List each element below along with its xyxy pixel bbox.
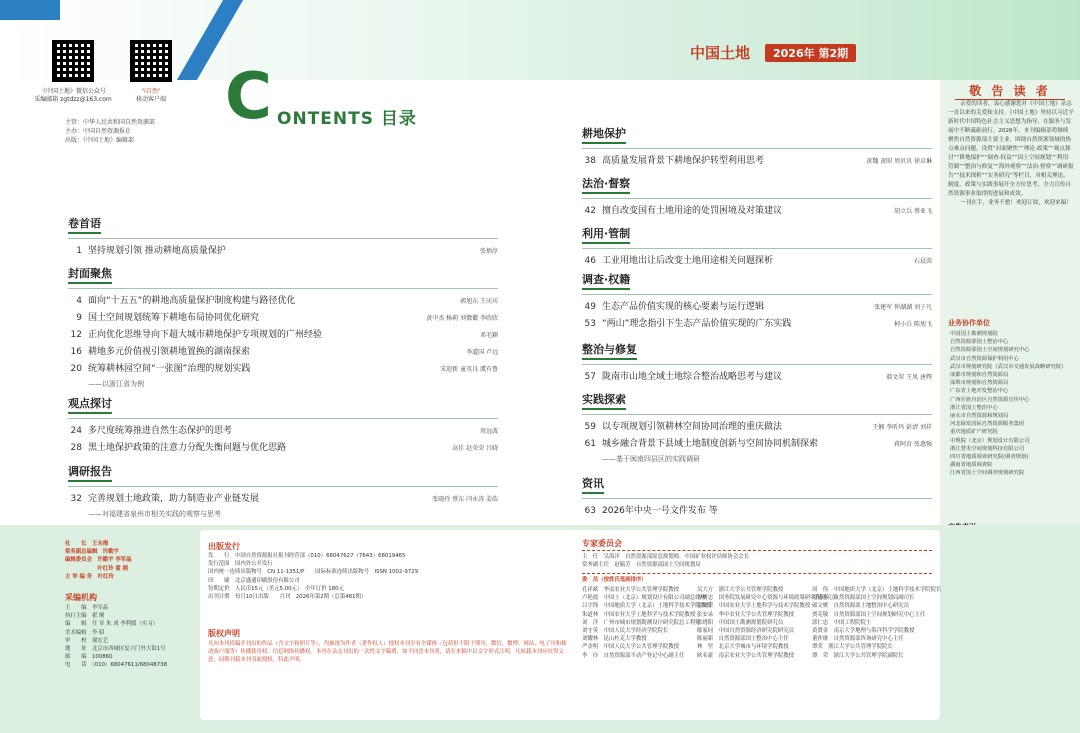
toc-section [582,222,932,270]
article-title: 2026年中央一号文件发布 等 [602,506,718,516]
members-row [582,586,942,594]
article-title: 正向优化思维导向下超大城市耕地保护专项规划的广州经验 [88,330,323,340]
notice-body [948,100,1074,208]
unit-item: 武汉市规划研究院（武汉市交通发展战略研究院） [950,363,1067,370]
credit-line: 社 长 王永梅 [65,541,109,547]
contents-word: ONTENTS 目录 [277,109,417,129]
unit-item: 自然资源部国土整治中心 [950,339,1009,346]
page-number: 24 [70,426,82,436]
toc-section [68,212,498,260]
page-number: 9 [76,313,82,323]
section-label: 法治·督察 [582,175,630,194]
member-entry: 谭 荣 浙江大学公共管理学院副院长 [812,652,904,659]
article-title: 陇南市山地全域土地综合整治战略思考与建议 [602,372,783,382]
unit-item: 自然资源部国土空间规划研究中心 [950,347,1030,354]
toc-entry[interactable] [68,243,498,260]
members-row [582,635,932,643]
credit-line: 常务副总编辑 许勤宇 [65,549,119,556]
article-title: 国土空间规划统筹下耕地布局协同优化研究 [88,313,260,323]
section-label: 调查·权籍 [582,271,630,290]
member-entry: 刘守英 中国人民大学经济学院院长 [582,628,669,635]
notice-title: 敬 告 读 者 [955,82,1065,100]
member-entry: 吴大方 浙江大学公共管理学院教授 [697,587,784,593]
section-rule [582,248,932,249]
member-entry: 董祚继 自然资源部咨询研究中心主任 [812,636,904,643]
article-title: 统筹耕林园空间“一张图”治理的规划实践 [88,364,251,374]
unit-item: 深圳市规划和自然资源局 [950,380,1009,387]
member-entry: 严金明 中国人民大学公共管理学院教授 [582,644,680,651]
member-entry: 张晓阳 中国国土勘测规划院研究员 [697,619,784,626]
section-label: 卷首语 [68,215,101,234]
toc-section [582,122,932,170]
publish-line: 印 刷 北京盛通印刷股份有限公司 [208,577,300,584]
section-label: 封面聚焦 [68,265,112,284]
toc-section [582,388,932,465]
member-entry: 吕宇锋 中国地质大学（北京）土地科学技术学院教授 [582,603,712,610]
toc-entry[interactable] [582,436,932,453]
section-rule [582,498,932,499]
experts-divider [582,550,932,551]
member-entry: 谭荣 浙江大学公共管理学院院长 [812,644,893,651]
publish-line: 每期定价 人民币15元（美元5.00元） 全年订价 180元 [208,585,344,592]
masthead-line: 主办：中国自然资源报社 [65,128,132,135]
member-entry: 周 伟 中国地质大学（北京）土地科学技术学院院长 [812,587,942,593]
credits-block [65,540,132,581]
member-entry: 朱道林 中国农业大学土地科学与技术学院教授 [582,611,696,618]
article-authors: 李道国 卢远 [466,349,498,356]
toc-section [68,460,498,520]
toc-entry[interactable] [68,440,498,457]
page-number: 16 [70,347,82,357]
credit-line: 主 审 编 务 叶红玲 [65,573,114,580]
toc-entry[interactable] [68,491,498,508]
article-title: 城乡融合背景下县域土地制度创新与空间协同机制探索 [602,439,819,449]
members-table [582,586,942,660]
section-label: 观点探讨 [68,395,112,414]
member-entry: 孔祥斌 华南农业大学公共管理学院教授 [582,587,680,593]
toc-entry[interactable] [68,361,498,378]
article-authors: 张炳淳 [479,248,498,255]
editorial-title: 采编机构 [65,593,97,602]
section-rule [582,414,932,415]
member-entry: 谷树忠 国务院发展研究中心资源与环境政策研究所研究员 [697,595,838,602]
experts-title: 专家委员会 [582,539,622,548]
article-title: 耕地多元价值视引领耕地置换的湖南探索 [88,347,251,357]
article-subtitle: ——对福建省泉州市相关实践的观察与思考 [88,510,221,518]
article-authors: 张晓玲 蔡东 闫永涛 姜浩 [432,496,498,503]
toc-entry[interactable] [582,503,932,519]
publish-line: 发 行 中国自然资源报社报刊经营部（010）68047627（7643）68019465 [208,553,406,559]
experts-head-line: 主 任 吴海洋 自然资源部原总规划师，中国矿业权评估师协会会长 [582,554,750,560]
member-entry: 欧名豪 南京农业大学公共管理学院教授 [697,652,795,659]
article-title: 以专项规划引领耕林空间协同治理的重庆做法 [602,422,783,432]
publish-line: 出刊日期 每月10日出版 月刊 2026年第2期（总第481期） [208,594,367,601]
page-number: 1 [76,246,82,256]
page-number: 38 [584,156,596,166]
units-title: 业务协作单位 [948,319,990,327]
article-title: 生态产品价值实现的核心要素与运行逻辑 [602,302,765,312]
unit-item: 中规院（北京）规划设计有限公司 [950,437,1030,444]
member-entry: 黄贤金 南京大学地理与海洋科学学院教授 [812,628,915,635]
toc-section [582,268,932,333]
unit-item: 广西壮族自治区自然资源宣传中心 [950,396,1030,403]
page-number: 59 [584,422,596,432]
toc-entry[interactable] [68,293,498,310]
unit-item: 重庆地质矿产研究院 [950,429,998,436]
editorial-line: 主 编 李军晶 [65,605,109,611]
member-entry: 林 坚 北京大学城市与环境学院教授 [697,644,789,651]
article-authors: 郭旭东 王庆宾 [460,298,498,305]
toc-entry[interactable] [582,299,932,316]
article-authors: 宋迎新 童英良 虞有鲁 [440,366,498,373]
toc-entry[interactable] [68,310,498,327]
section-rule [582,294,932,295]
masthead-line: 主管：中华人民共和国自然资源部 [65,119,156,126]
section-rule [68,288,498,289]
member-entry: 刘耀林 昆山杜克大学教授 [582,636,647,643]
article-authors: 胡立兵 蔡亚飞 [894,208,932,215]
wechat-qr-code[interactable] [52,40,94,82]
article-title: 擅自改变国有土地用途的处罚困境及对策建议 [602,206,783,216]
article-authors: 张建军 仲湖湖 刘子凡 [874,304,932,311]
member-entry: 卢艳霞 中国土（北京）规划设计有限公司副总经理 [582,595,706,602]
editorial-block [65,604,167,670]
member-entry: 郭仁忠 中国工程院院士 [812,619,872,626]
page-number: 46 [584,256,596,266]
article-title: 高质量发展背景下耕地保护转型利用思考 [602,156,765,166]
editorial-line: 美术编辑 李 昭 [65,629,105,636]
toc-section [582,472,932,519]
members-row [582,619,932,627]
article-authors: 王娴 李昕玛 彭清 刘祥 [872,424,932,431]
publish-title: 出版发行 [208,542,240,551]
toc-section [68,262,498,390]
members-row [582,611,932,619]
publish-line: 国内统一连续出版物号 CN 11-1351/P 国际标准连续出版物号 ISSN 1002-9729 [208,569,419,576]
experts-head [582,553,932,569]
article-title: “两山”理念指引下生态产品价值实现的广东实践 [602,319,792,329]
page-number: 49 [584,302,596,312]
editorial-line: 编 辑 任 章 朱 成 李利媛（实习） [65,621,159,628]
publish-line: 发行范围 国内外公开发行 [208,561,273,568]
unit-item: 江西省国土空间调查规划研究院 [950,470,1025,477]
unit-item: 河北绿发国际自然资源服务集团 [950,421,1025,428]
editorial-line: 电 话 （010）68047611/68048738 [65,662,168,669]
toc-entry[interactable] [582,316,932,333]
page-number: 12 [70,330,82,340]
contents-big-letter: C [225,60,272,134]
toc-entry[interactable] [582,203,932,220]
publish-block [208,552,568,601]
units-list [950,330,1076,478]
article-subtitle: ——以浙江省为例 [88,380,144,388]
member-entry: 贾克敬 自然资源部国土空间规划研究中心主任 [812,611,926,618]
page-number: 20 [70,364,82,374]
member-entry: 陈丽新 自然资源部国土整治中心主任 [697,636,789,643]
page-number: 4 [76,296,82,306]
article-authors: 黄中杰 杨莉 刘徵徽 李欣欣 [426,315,498,322]
unit-item: 浙江省国土整治中心 [950,404,998,411]
header-blue-corner [0,0,60,20]
unit-item: 广东省土地开发整治中心 [950,388,1009,395]
article-title: 完善规划土地政策，助力制造业产业链发展 [88,494,260,504]
section-rule [582,198,932,199]
member-entry: 周建春 自然资源部国土空间规划局副司长 [812,595,915,602]
editorial-line: 邮 编 100860 [65,654,113,661]
section-label: 实践探索 [582,391,626,410]
members-row [582,627,932,635]
toc-entry[interactable] [68,327,498,344]
notice-closing: 一刊在手，业务不愁！欢迎订阅，欢迎来稿！ [960,200,1072,206]
qr2-sub: 移动客户端 [135,96,166,103]
unit-item: 武汉市自然资源保护利用中心 [950,355,1019,362]
member-entry: 陈家同 中国自然资源经济研究院研究员 [697,628,795,635]
page-number: 61 [584,439,596,449]
article-authors: 石晨茵 [913,258,932,265]
qr2-label: "i自然" [141,88,161,95]
section-label: 耕地保护 [582,125,626,144]
page-number: 42 [584,206,596,216]
members-row [582,594,932,602]
members-divider [582,573,932,574]
copyright-text: 凡向本刊投稿并刊出的作品（含文字和照片等），均被视为作者（著作权人）授权本刊享有全媒体（包括但不限于期刊、微信、微博、网站、电子刊和移动客户端等）传播使用权。信息网络传播权。本刊在杂志刊出的一次性文字稿费，如不同意本刊者，请在来稿中以文字形式注明，凡转载本刊应征得文意，同期刊载本刊书面授权，特此声明。 [208,641,567,664]
article-authors: 邓毛颖 [479,332,498,339]
credit-line: 编辑委员会 许勤宇 李军晶 [65,557,132,564]
unit-item: 浙江慧禾空间规划科技有限公司 [950,445,1025,452]
toc-entry[interactable] [582,369,932,386]
qr1-label: 《中国土地》微信公众号 [39,88,106,95]
masthead-line: 出版：《中国土地》编辑部 [65,137,135,144]
article-authors: 高佳 赵荣荣 吕晓 [452,445,498,452]
section-rule [68,486,498,487]
unit-item: 中国国土勘测规划院 [950,331,998,337]
member-entry: 李 玲 自然资源部不动产登记中心副主任 [582,652,685,659]
masthead [65,118,155,145]
toc-section [582,172,932,220]
toc-section [68,392,498,457]
member-entry: 刘 洋 广州市城市规划勘测设计研究院总工程师 [582,619,701,626]
toc-entry[interactable] [582,419,932,436]
toc-entry[interactable] [68,344,498,361]
notice-text: 亲爱的读者，衷心感谢您对《中国土地》杂志一直以来的关爱和支持。《中国土地》坚持以习近平新时代中国特色社会主义思想为指导，在服务与发展中不断砥砺前行。2026年，本刊编辑部将继续聚焦自然资源部主要主业，围绕自然资源领域的热点难点问题，设置“封面聚焦”“理论·政策”“观点探讨”“耕地保护”“调查·权益”“国土空间规划”“利用·管制”“整治与修复”“海外观察”“法治·督察”“调研报告”“技术探析”“实务研究”等栏目，对相关理论、制度、政策与实践事展开全方位思考，全力宣传自然资源事业取得的进展和成效。 [948,101,1074,197]
page-number: 63 [584,506,596,516]
article-title: 黑土地保护政策的注意力分配失衡问题与优化思路 [88,443,287,453]
members-label: 委 员（按姓氏笔画排序） [582,577,647,583]
section-label: 资讯 [582,475,604,494]
toc-entry[interactable] [582,153,932,170]
toc-entry[interactable] [68,423,498,440]
article-subtitle: ——基于闽南四县区的实践调研 [602,455,700,463]
qr1-sub: 采编邮箱 zgtdzz@163.com [34,96,112,103]
article-authors: 柯小兵 陈旭飞 [894,321,932,328]
article-authors: 周远波 [479,428,498,435]
article-authors: 郝文翠 王凤 唐辉 [886,374,932,381]
section-rule [68,418,498,419]
unit-item: 丽水市自然资源和规划局 [950,413,1009,420]
experts-head-line: 常务副主任 赵毓芳 自然资源部国土空间规划局 [582,562,701,569]
members-row [582,643,932,651]
page-number: 53 [584,319,596,329]
page-number: 28 [70,443,82,453]
article-title: 多尺度统筹推进自然生态保护的思考 [88,426,233,436]
article-title: 工业用地出让后改变土地用途相关问题探析 [602,256,774,266]
article-title: 坚持规划引领 推动耕地高质量保护 [88,246,226,256]
members-row [582,652,932,660]
copyright-title: 版权声明 [208,629,240,638]
editorial-line: 审 校 谢宏艺 [65,637,109,644]
member-entry: 张凤荣 中国农业大学土地科学与技术学院教授 [697,603,811,610]
member-entry: 张安录 华中农业大学公共管理学院教授 [697,611,795,618]
article-authors: 黄魏 黄昭 周贝贝 徐卓琳 [866,158,932,165]
page-number: 32 [70,494,82,504]
article-authors: 蒋阿育 张惠强 [894,441,932,448]
article-title: 面向“十五五”的耕地高质量保护制度构建与路径优化 [88,296,296,306]
magazine-brand: 中国土地 [690,44,751,62]
page-number: 57 [584,372,596,382]
member-entry: 郧文聚 自然资源部土地整治中心研究员 [812,603,910,610]
section-label: 整治与修复 [582,341,637,360]
unit-item: 四川省地质调查研究院(调查规划) [950,454,1029,461]
editorial-line: 执行主编 翟 刚 [65,613,105,620]
credit-line: 叶红玲 翟 刚 [65,565,129,572]
toc-section [582,338,932,386]
section-rule [582,364,932,365]
editorial-line: 地 址 北京市西城区复兴门外大街1号 [65,646,166,653]
issue-badge: 2026年 第2期 [765,44,856,62]
section-rule [68,238,498,239]
section-rule [582,148,932,149]
unit-item: 湖南省地质调查院 [950,462,993,469]
members-row [582,602,932,610]
app-qr-code[interactable] [130,40,172,82]
section-label: 利用·管制 [582,225,630,244]
section-label: 调研报告 [68,463,112,482]
unit-item: 成都市规划和自然资源局 [950,372,1009,379]
